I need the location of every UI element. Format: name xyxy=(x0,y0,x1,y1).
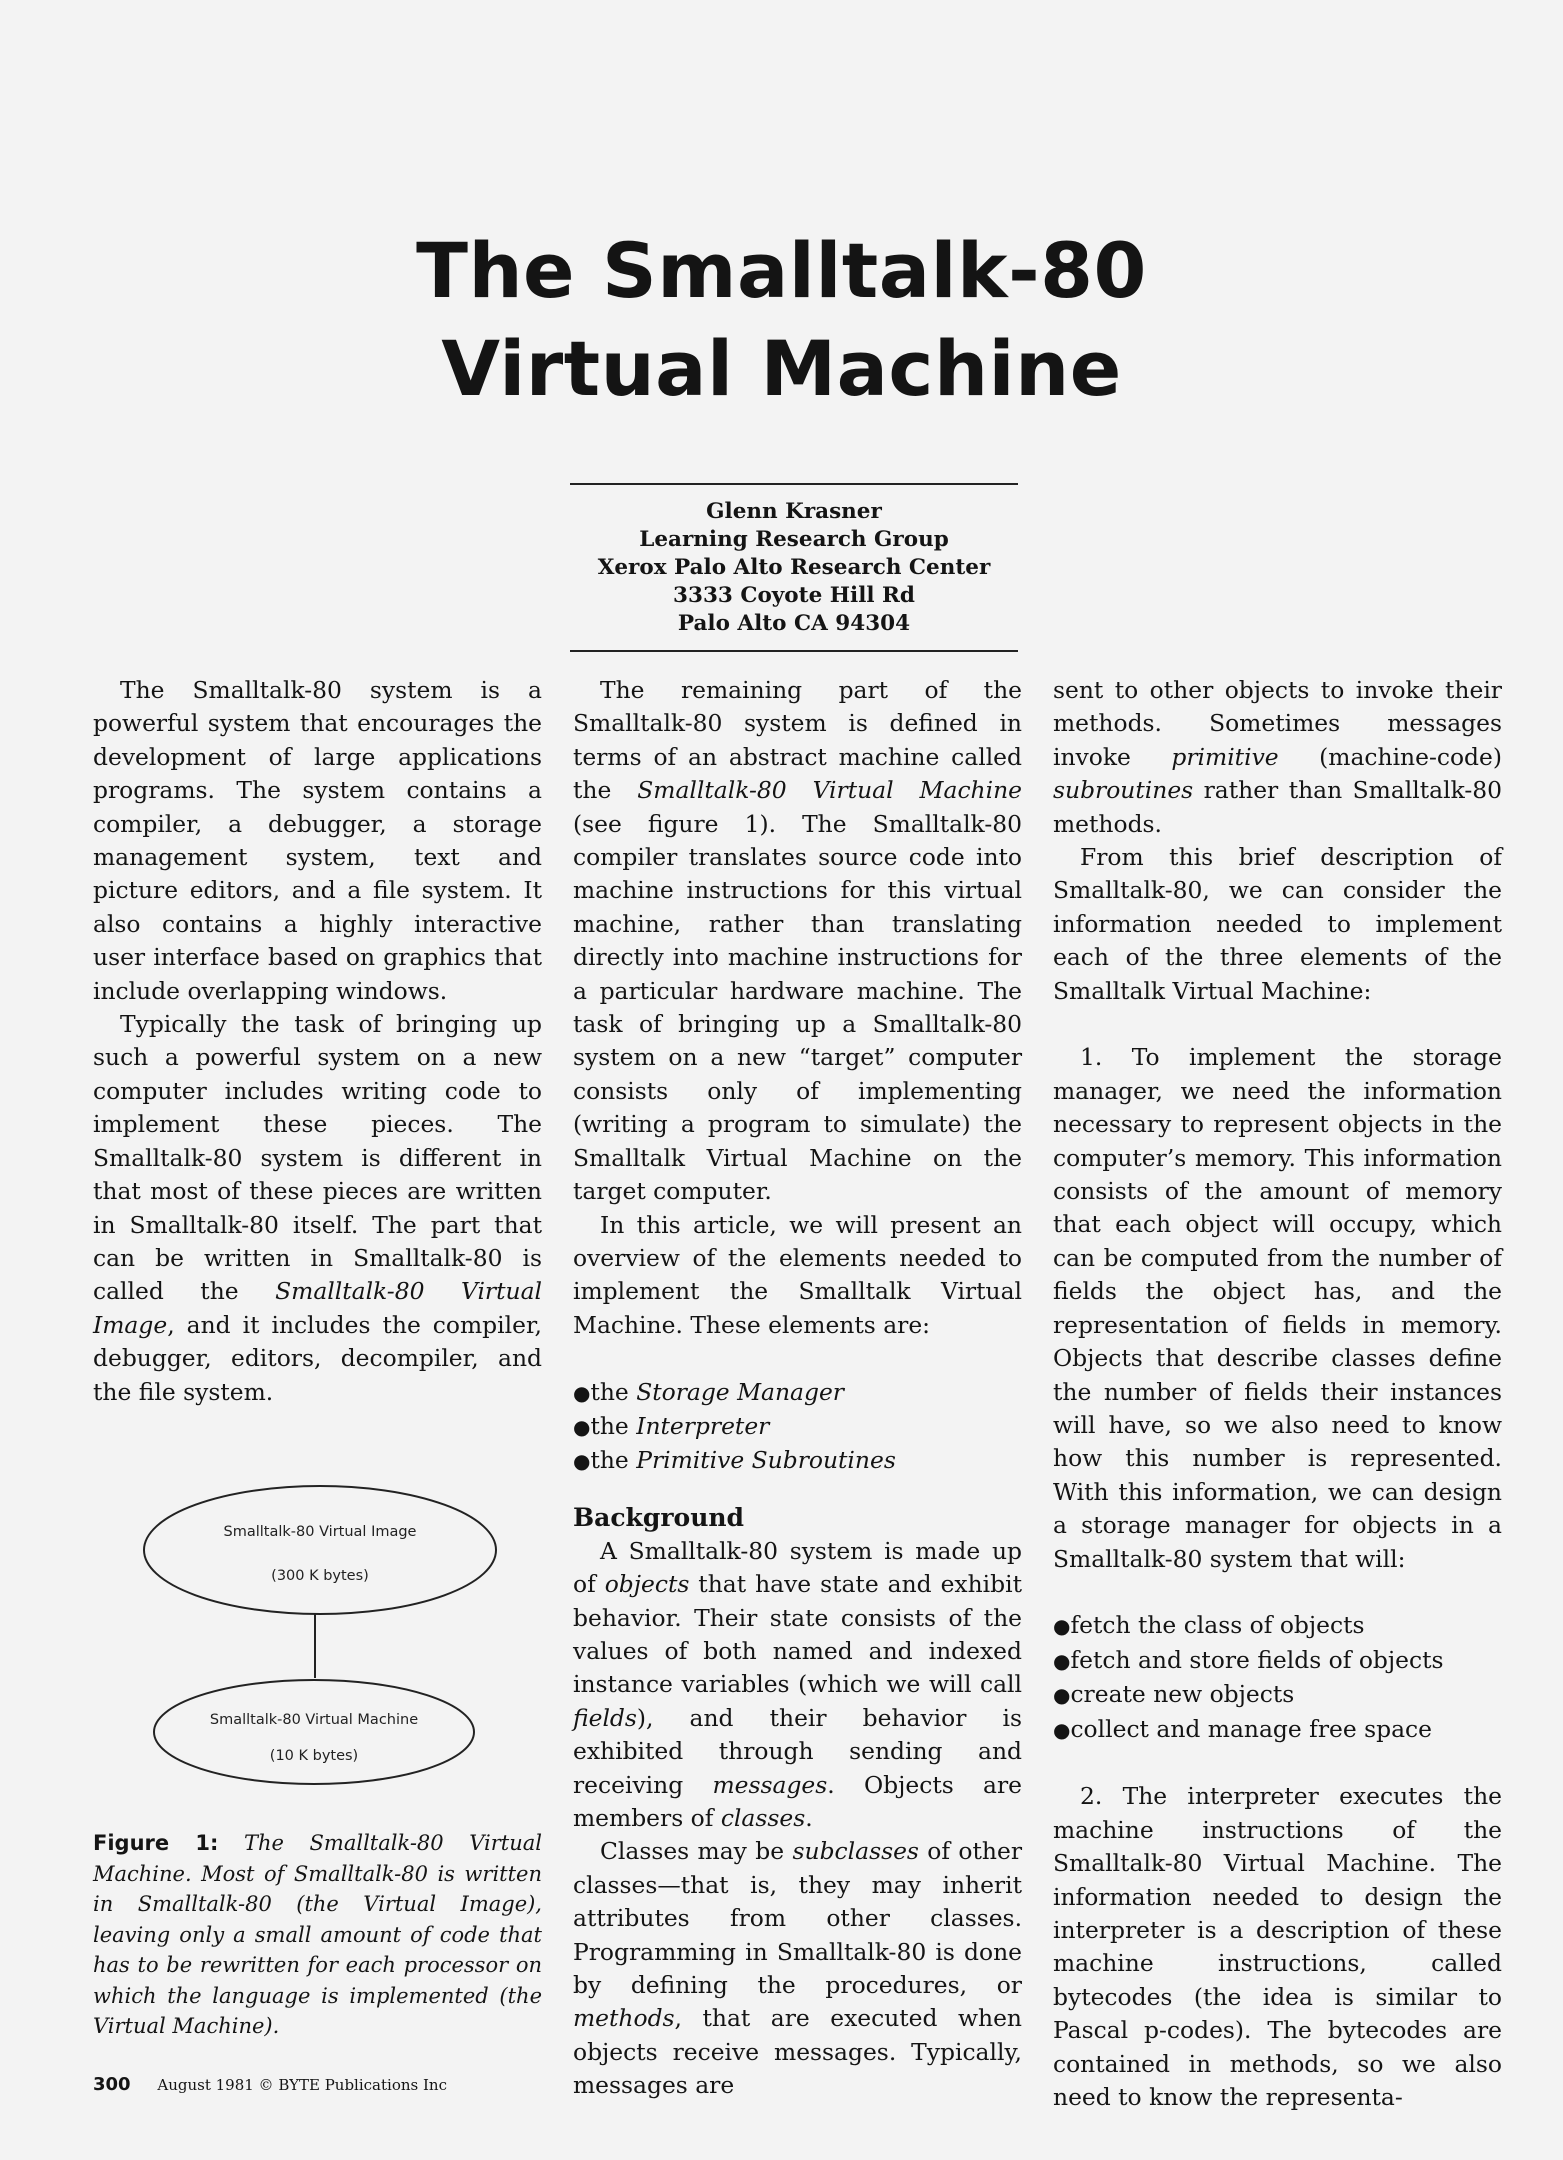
col3-paragraph-1 xyxy=(1053,674,1502,841)
author-org: Xerox Palo Alto Research Center xyxy=(597,555,991,580)
col3-item-1: 1. To implement the storage manager, we need the information necessary to represent objects in the computer’s memory. This information consists of the amount of memory that each object will occupy, which can be computed from the number of fields the object has, and the representation of fields in memory. Objects that describe classes define the number of fields their instances will have, so we also need to know how this number is represented. With this information, we can design a storage manager for objects in a Smalltalk-80 system that will: xyxy=(1053,1043,1502,1573)
bullet-text: fetch the class of objects xyxy=(1070,1611,1365,1640)
text-span: (machine-code) xyxy=(1278,742,1502,771)
virtual-machine-ellipse xyxy=(154,1680,474,1784)
author-byline xyxy=(570,483,1018,652)
list-item: ●create new objects xyxy=(1053,1680,1295,1709)
term: primitive xyxy=(1171,742,1279,771)
term: objects xyxy=(604,1570,690,1599)
term: messages xyxy=(712,1770,828,1799)
list-item: ●the Primitive Subroutines xyxy=(573,1446,896,1475)
list-item: ●the Interpreter xyxy=(573,1411,770,1440)
figure-1-caption xyxy=(93,1828,542,2042)
article-title xyxy=(0,222,1563,418)
term: methods xyxy=(573,2004,675,2033)
page-number: 300 xyxy=(93,2074,131,2095)
bullet-text: fetch and store fields of objects xyxy=(1070,1645,1444,1674)
virtual-image-size: (300 K bytes) xyxy=(271,1568,369,1584)
col1-paragraph-1: The Smalltalk-80 system is a powerful system that encourages the development of large applications programs. The system contains a compiler, a debugger, a storage management system, text and picture editors, and a file system. It also contains a highly interactive user interface based on graphics that include overlapping windows. xyxy=(93,676,542,1005)
bullet-text: Storage Manager xyxy=(636,1377,844,1406)
bullet-prefix: the xyxy=(590,1377,629,1406)
storage-manager-list xyxy=(1053,1609,1502,1747)
author-name: Glenn Krasner xyxy=(706,499,882,524)
col3-paragraph-2: From this brief description of Smalltalk-80, we can consider the information needed to implement each of the three elements of the Smalltalk Virtual Machine: xyxy=(1053,843,1502,1005)
footer-credit: August 1981 © BYTE Publications Inc xyxy=(157,2076,447,2094)
text-span: (see figure 1). The Smalltalk-80 compiler translates source code into machine instructions for this virtual machine, rather than translating directly into machine instructions for a particular hardware machine. The task of bringing up a Smalltalk-80 system on a new “target” computer consists only of implementing (writing a program to simulate) the Smalltalk Virtual Machine on the target computer. xyxy=(573,809,1022,1206)
virtual-image-ellipse xyxy=(144,1486,496,1614)
text-span: of other classes—that is, they may inherit attributes from other classes. Programming in Smalltalk-80 is done by defining the procedures, or xyxy=(573,1837,1023,2000)
bullet-prefix: the xyxy=(590,1411,629,1440)
text-span: . Objects are members of xyxy=(573,1770,1022,1832)
term-virtual-machine: Smalltalk-80 Virtual Machine xyxy=(637,776,1023,805)
text-span: ), and their behavior is exhibited through sending and receiving xyxy=(573,1703,1022,1799)
text-span: sent to other objects to invoke their methods. Sometimes messages invoke xyxy=(1053,676,1502,771)
col2-paragraph-1 xyxy=(573,674,1022,1209)
title-line-2: Virtual Machine xyxy=(441,324,1122,413)
author-city: Palo Alto CA 94304 xyxy=(677,611,911,636)
bullet-text: create new objects xyxy=(1070,1680,1295,1709)
text-span: that have state and exhibit behavior. Their state consists of the values of both named and indexed instance variables (which we will call xyxy=(573,1570,1022,1699)
list-item: ●fetch the class of objects xyxy=(1053,1611,1365,1640)
text-span: Classes may be xyxy=(600,1837,793,1866)
text-span: A Smalltalk-80 system is made up of xyxy=(573,1536,1022,1599)
term-virtual-image: Smalltalk-80 Virtual Image xyxy=(93,1277,542,1339)
text-span: Typically the task of bringing up such a powerful system on a new computer includes writing code to implement these pieces. The Smalltalk-80 system is different in that most of these pieces are written in Smalltalk-80 itself. The part that can be written in Smalltalk-80 is called the xyxy=(93,1010,542,1306)
author-group: Learning Research Group xyxy=(639,527,949,552)
section-heading-background: Background xyxy=(573,1502,745,1532)
list-item: ●fetch and store fields of objects xyxy=(1053,1645,1444,1674)
term: fields xyxy=(573,1703,637,1732)
bullet-prefix: the xyxy=(590,1446,629,1475)
text-span: , that are executed when objects receive messages. Typically, messages are xyxy=(573,2004,1022,2100)
title-line-1: The Smalltalk-80 xyxy=(416,226,1147,315)
caption-text: The Smalltalk-80 Virtual Machine. Most of Smalltalk-80 is written in Smalltalk-80 (the Virtual Image), leaving only a small amount of code that has to be rewritten for each processor on which the language is implemented (the Virtual Machine). xyxy=(93,1831,542,2038)
col1-paragraph-2 xyxy=(93,1008,542,1409)
text-span: . xyxy=(805,1803,813,1832)
column-2 xyxy=(573,674,1022,2103)
virtual-machine-size: (10 K bytes) xyxy=(269,1748,359,1764)
col2-paragraph-4 xyxy=(573,1835,1022,2102)
elements-list xyxy=(573,1376,1022,1479)
page-footer xyxy=(93,2074,447,2095)
text-span: rather than Smalltalk-80 methods. xyxy=(1053,776,1502,838)
list-item: ●collect and manage free space xyxy=(1053,1714,1433,1743)
text-span: , and it includes the compiler, debugger, editors, decompiler, and the file system. xyxy=(93,1310,542,1406)
bullet-text: Primitive Subroutines xyxy=(636,1446,896,1475)
col3-item-2: 2. The interpreter executes the machine instructions of the Smalltalk-80 Virtual Machine. The information needed to design the interpreter is a description of these machine instructions, called bytecodes (the idea is similar to Pascal p-codes). The bytecodes are contained in methods, so we also need to know the representa- xyxy=(1053,1782,1502,2112)
column-1 xyxy=(93,674,542,1409)
figure-1-diagram xyxy=(130,1470,510,1800)
author-street: 3333 Coyote Hill Rd xyxy=(673,583,915,608)
col2-paragraph-3 xyxy=(573,1535,1022,1836)
list-item: ●the Storage Manager xyxy=(573,1377,844,1406)
virtual-machine-label: Smalltalk-80 Virtual Machine xyxy=(209,1712,419,1728)
bullet-text: Interpreter xyxy=(636,1411,770,1440)
term: subclasses xyxy=(792,1837,919,1866)
col2-paragraph-2: In this article, we will present an overview of the elements needed to implement the Smalltalk Virtual Machine. These elements are: xyxy=(573,1210,1022,1339)
text-span: The remaining part of the Smalltalk-80 system is defined in terms of an abstract machine called the xyxy=(573,676,1022,805)
column-3 xyxy=(1053,674,1502,2114)
term: classes xyxy=(720,1803,806,1832)
term: subroutines xyxy=(1053,776,1194,805)
bullet-text: collect and manage free space xyxy=(1070,1714,1433,1743)
caption-label: Figure 1: xyxy=(93,1831,219,1855)
virtual-image-label: Smalltalk-80 Virtual Image xyxy=(223,1524,417,1540)
